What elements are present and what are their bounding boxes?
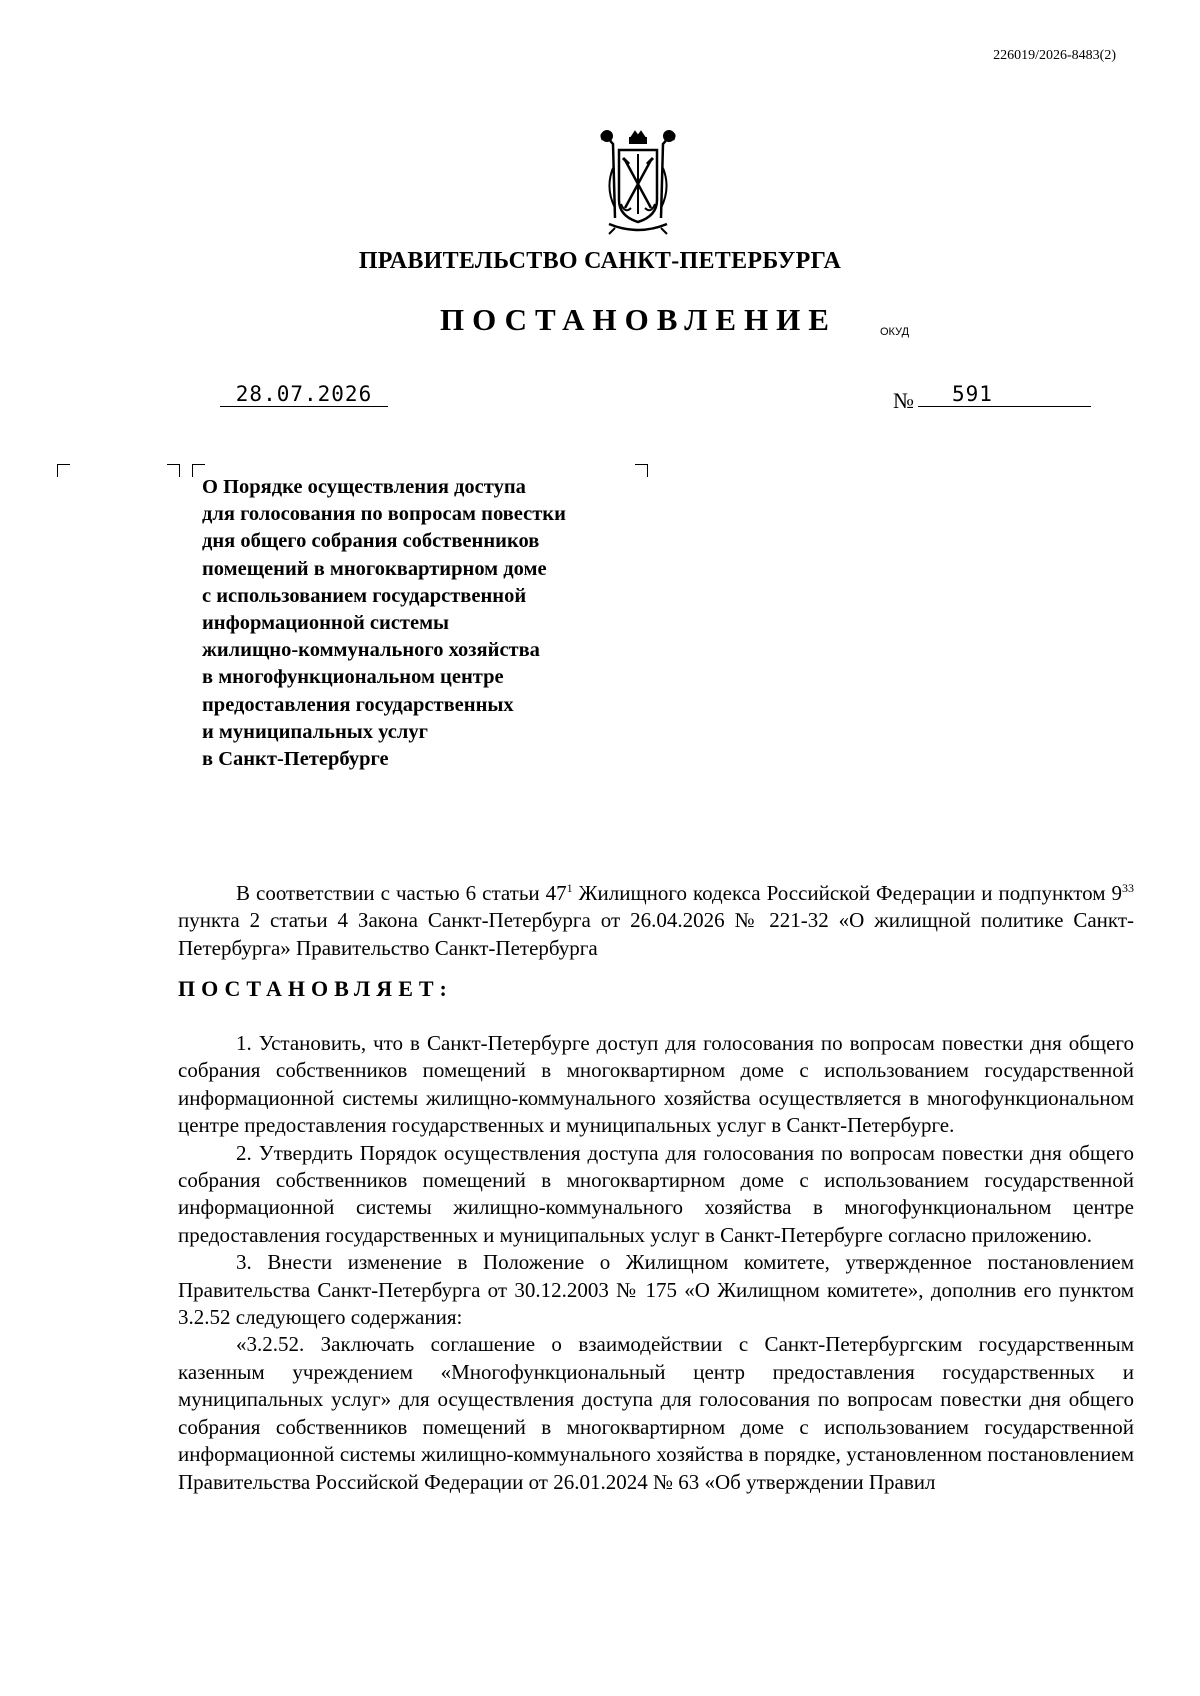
resolution-item: 1. Установить, что в Санкт-Петербурге доступ для голосования по вопросам повестки дня общего собрания собственников помещений в многоквартирном доме с использованием государственной информационной системы жилищно-коммунального хозяйства осуществляется в многофункциональном центре предоставления государственных и муниципальных услуг в Санкт-Петербурге.: [178, 1031, 1134, 1138]
preamble-text: Жилищного кодекса Российской Федерации и подпунктом 9: [572, 881, 1122, 905]
preamble-text: В соответствии с частью 6 статьи 47: [236, 881, 567, 905]
subject-line: и муниципальных услуг: [202, 720, 428, 743]
subject-line: помещений в многоквартирном доме: [202, 557, 547, 580]
resolves-heading: ПОСТАНОВЛЯЕТ:: [178, 976, 453, 1001]
date-value: 28.07.2026: [235, 382, 373, 406]
subject-line: в многофункциональном центре: [202, 666, 504, 689]
document-type: ПОСТАНОВЛЕНИЕ: [440, 302, 837, 337]
document-number: [918, 382, 1091, 407]
subject-line: дня общего собрания собственников: [202, 530, 540, 553]
subject-line: информационной системы: [202, 612, 450, 635]
subject-line: жилищно-коммунального хозяйства: [202, 639, 540, 662]
document-id: 226019/2026-8483(2): [993, 48, 1116, 63]
subject-line: предоставления государственных: [202, 693, 514, 716]
issuer-title: ПРАВИТЕЛЬСТВО САНКТ-ПЕТЕРБУРГА: [358, 248, 842, 274]
subject-line: О Порядке осуществления доступа: [202, 476, 526, 498]
number-value: 591: [952, 382, 993, 406]
number-sign: №: [893, 388, 914, 413]
preamble-paragraph: [178, 880, 1134, 962]
resolution-item: 2. Утвердить Порядок осуществления доступа для голосования по вопросам повестки дня общего собрания собственников помещений в многоквартирном доме с использованием государственной информационной системы жилищно-коммунального хозяйства в многофункциональном центре предоставления государственных и муниципальных услуг в Санкт-Петербурге согласно приложению.: [178, 1140, 1134, 1247]
resolution-items: [178, 1030, 1134, 1496]
superscript: 33: [1122, 881, 1134, 895]
subject-line: для голосования по вопросам повестки: [202, 503, 566, 526]
superscript: 1: [566, 881, 573, 895]
corner-mark: [167, 464, 180, 477]
document-date: [220, 382, 388, 407]
document-subject: [202, 474, 662, 773]
quoted-amendment: «3.2.52. Заключать соглашение о взаимодействии с Санкт-Петербургским государственным казенным учреждением «Многофункциональный центр предоставления государственных и муниципальных услуг» для осуществления доступа для голосования по вопросам повестки дня общего собрания собственников помещений в многоквартирном доме с использованием государственной информационной системы жилищно-коммунального хозяйства в порядке, установленном постановлением Правительства Российской Федерации от 26.01.2024 № 63 «Об утверждении Правил: [178, 1332, 1134, 1494]
resolution-item: 3. Внести изменение в Положение о Жилищном комитете, утвержденное постановлением Правительства Санкт-Петербурга от 30.12.2003 № 175 «О Жилищном комитете», дополнив его пунктом 3.2.52 следующего содержания:: [178, 1250, 1134, 1330]
preamble-text: пункта 2 статьи 4 Закона Санкт-Петербурга от 26.04.2026 № 221-32 «О жилищной политике Санкт-Петербурга» Правительство Санкт-Петербурга: [178, 908, 1134, 960]
okud-label: ОКУД: [880, 326, 910, 338]
subject-line: в Санкт-Петербурге: [202, 748, 389, 771]
preamble: [178, 880, 1134, 962]
corner-mark: [57, 464, 70, 477]
coat-of-arms-icon: [595, 128, 681, 238]
subject-line: с использованием государственной: [202, 584, 527, 607]
